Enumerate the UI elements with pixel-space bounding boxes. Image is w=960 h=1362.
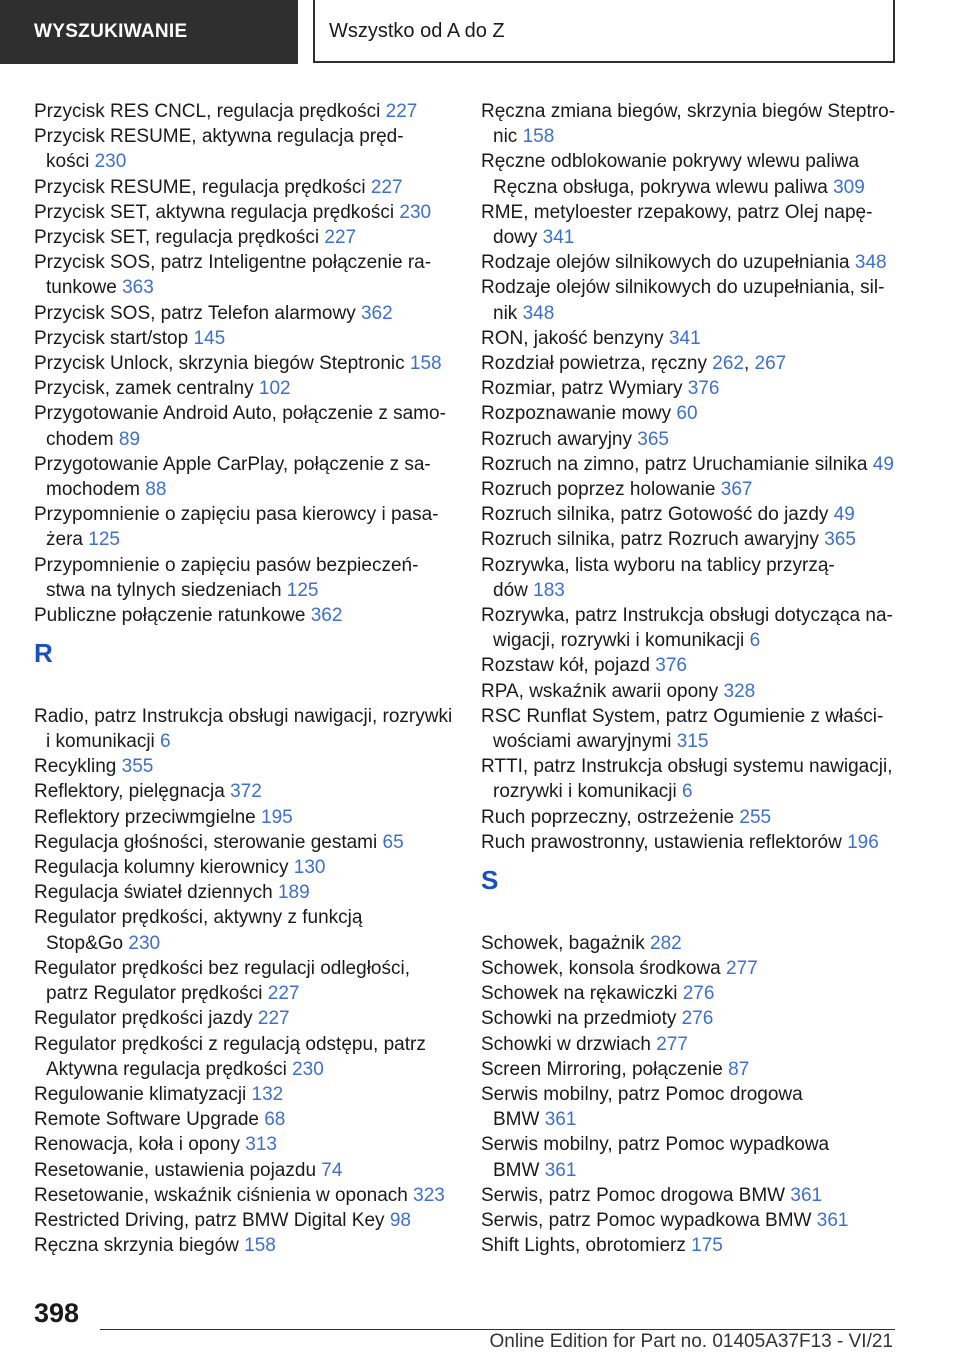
subsection-tab[interactable]: Wszystko od A do Z xyxy=(313,0,895,63)
entry-text: Screen Mirroring, połączenie xyxy=(481,1058,723,1080)
entry-text: Schowek, konsola środkowa xyxy=(481,957,721,979)
index-entry xyxy=(481,805,921,830)
entry-text: Przycisk RESUME, aktywna regulacja pręd- xyxy=(34,126,404,148)
entry-text: Ruch poprzeczny, ostrzeżenie xyxy=(481,806,735,828)
page-link[interactable]: 6 xyxy=(681,781,693,803)
index-entry xyxy=(481,1057,921,1082)
entry-text: Aktywna regulacja prędkości xyxy=(46,1058,287,1080)
page-header xyxy=(0,0,960,66)
entry-text: Schowek na rękawiczki xyxy=(481,983,678,1005)
index-entry xyxy=(34,250,454,300)
entry-text: stwa na tylnych siedzeniach xyxy=(46,579,282,601)
entry-text: Rozstaw kół, pojazd xyxy=(481,655,650,677)
index-entry xyxy=(481,603,921,653)
index-entry xyxy=(34,1132,454,1157)
index-entry xyxy=(34,754,454,779)
page-link[interactable]: 98 xyxy=(389,1209,411,1231)
entry-text: Radio, patrz Instrukcja obsługi nawigacji, rozrywki xyxy=(34,705,453,727)
entry-text: Stop&Go xyxy=(46,932,124,954)
page-link[interactable]: 362 xyxy=(360,302,393,324)
index-entry xyxy=(481,502,921,527)
entry-text: Przypomnienie o zapięciu pasów bezpieczeń- xyxy=(34,554,419,576)
index-entry xyxy=(34,200,454,225)
page-link[interactable]: 65 xyxy=(382,831,404,853)
entry-text: Rozruch silnika, patrz Rozruch awaryjny xyxy=(481,529,819,551)
index-entry xyxy=(481,931,921,956)
index-entry xyxy=(34,326,454,351)
entry-text: Schowki w drzwiach xyxy=(481,1033,651,1055)
page-link[interactable]: 363 xyxy=(122,277,154,299)
page-link[interactable]: 313 xyxy=(245,1134,277,1156)
entry-text: Przycisk SET, regulacja prędkości xyxy=(34,227,320,249)
entry-text: kości xyxy=(46,151,90,173)
index-column-left xyxy=(34,99,454,1258)
entry-text: Reflektory, pielęgnacja xyxy=(34,781,225,803)
entry-text: Przypomnienie o zapięciu pasa kierowcy i pasa- xyxy=(34,504,439,526)
page-link[interactable]: 227 xyxy=(257,1008,290,1030)
index-column-right xyxy=(481,99,921,1258)
page-link[interactable]: 355 xyxy=(121,756,154,778)
page-link[interactable]: 88 xyxy=(145,479,167,501)
page-link[interactable]: 372 xyxy=(230,781,262,803)
page-link[interactable]: 361 xyxy=(544,1159,577,1181)
page-link[interactable]: 365 xyxy=(637,428,669,450)
entry-text: Przycisk SET, aktywna regulacja prędkości xyxy=(34,201,395,223)
page-link[interactable]: 125 xyxy=(286,579,319,601)
index-entry xyxy=(481,427,921,452)
index-entry xyxy=(34,452,454,502)
page-link[interactable]: 183 xyxy=(533,579,565,601)
index-entry xyxy=(34,603,454,628)
page-link[interactable]: 6 xyxy=(160,731,171,753)
entry-text: Przycisk, zamek centralny xyxy=(34,378,254,400)
section-tab[interactable]: WYSZUKIWANIE xyxy=(0,0,298,64)
entry-text: Restricted Driving, patrz BMW Digital Key xyxy=(34,1209,385,1231)
entry-text: dów xyxy=(493,579,528,601)
page-link[interactable]: 361 xyxy=(816,1209,849,1231)
page-link[interactable]: 341 xyxy=(542,227,575,249)
index-entry xyxy=(34,956,454,1006)
index-entry xyxy=(34,99,454,124)
entry-text: Rozruch awaryjny xyxy=(481,428,632,450)
entry-text: Shift Lights, obrotomierz xyxy=(481,1235,686,1257)
footer-divider xyxy=(100,1329,895,1330)
index-entry xyxy=(34,830,454,855)
index-entry xyxy=(481,1208,921,1233)
entry-text: Przycisk RES CNCL, regulacja prędkości xyxy=(34,101,381,122)
entry-text: tunkowe xyxy=(46,277,117,299)
entry-text: BMW xyxy=(493,1109,540,1131)
index-entry xyxy=(481,1032,921,1057)
entry-text: nic xyxy=(493,126,518,148)
entry-text: Rozruch silnika, patrz Gotowość do jazdy xyxy=(481,504,829,526)
index-entry xyxy=(481,401,921,426)
index-entry xyxy=(481,956,921,981)
page-link[interactable]: 348 xyxy=(854,252,887,274)
index-entry xyxy=(481,452,921,477)
index-entry xyxy=(34,401,454,451)
entry-text: RPA, wskaźnik awarii opony xyxy=(481,680,719,702)
index-entry xyxy=(34,225,454,250)
index-entry xyxy=(481,553,921,603)
entry-text: Ręczna skrzynia biegów xyxy=(34,1235,239,1257)
index-entry xyxy=(481,477,921,502)
index-entry xyxy=(34,1107,454,1132)
page-link[interactable]: 230 xyxy=(128,932,161,954)
index-entry xyxy=(481,99,921,149)
page-link[interactable]: 125 xyxy=(88,529,120,551)
entry-text: chodem xyxy=(46,428,114,450)
entry-text: i komunikacji xyxy=(46,731,155,753)
entry-text: Publiczne połączenie ratunkowe xyxy=(34,605,306,627)
page-link[interactable]: 267 xyxy=(754,353,787,375)
index-entry xyxy=(481,679,921,704)
page-link[interactable]: 6 xyxy=(749,630,761,652)
entry-text: Regulacja świateł dziennych xyxy=(34,882,273,904)
entry-text: RSC Runflat System, patrz Ogumienie z właści- xyxy=(481,705,884,727)
entry-text: Rodzaje olejów silnikowych do uzupełniania xyxy=(481,252,850,274)
page-link[interactable]: 230 xyxy=(94,151,127,173)
entry-text: RME, metyloester rzepakowy, patrz Olej napę- xyxy=(481,201,873,223)
entry-text: Przycisk Unlock, skrzynia biegów Steptronic xyxy=(34,353,405,375)
entry-text: Ręczna zmiana biegów, skrzynia biegów Steptro- xyxy=(481,101,895,122)
page-link[interactable]: 196 xyxy=(847,831,879,853)
page-link[interactable]: 230 xyxy=(292,1058,324,1080)
page-link[interactable]: 158 xyxy=(409,353,442,375)
section-letter: S xyxy=(481,865,499,896)
entry-text: Regulacja kolumny kierownicy xyxy=(34,857,289,879)
entry-text: Regulator prędkości z regulacją odstępu, patrz xyxy=(34,1033,426,1055)
index-entry xyxy=(34,1233,454,1258)
index-entry xyxy=(481,149,921,199)
index-entry xyxy=(34,301,454,326)
entry-text: Rozmiar, patrz Wymiary xyxy=(481,378,683,400)
entry-text: Przycisk start/stop xyxy=(34,327,189,349)
entry-text: Schowek, bagażnik xyxy=(481,932,645,954)
index-entry xyxy=(34,376,454,401)
index-entry xyxy=(34,1183,454,1208)
index-entry xyxy=(481,376,921,401)
section-letter: R xyxy=(34,638,53,669)
entry-text: Resetowanie, wskaźnik ciśnienia w oponach xyxy=(34,1184,408,1206)
entry-text: Przygotowanie Android Auto, połączenie z samo- xyxy=(34,403,446,425)
index-entry xyxy=(34,351,454,376)
index-entry xyxy=(34,1158,454,1183)
index-entry xyxy=(34,779,454,804)
entry-text: Przygotowanie Apple CarPlay, połączenie z sa- xyxy=(34,453,431,475)
entry-text: wigacji, rozrywki i komunikacji xyxy=(493,630,745,652)
page-link[interactable]: 102 xyxy=(258,378,291,400)
edition-label: Online Edition for Part no. 01405A37F13 - VI/21 xyxy=(489,1331,893,1352)
index-entry xyxy=(34,502,454,552)
entry-text: mochodem xyxy=(46,479,140,501)
page-link[interactable]: 255 xyxy=(739,806,772,828)
entry-text: Rozpoznawanie mowy xyxy=(481,403,672,425)
page-link[interactable]: 361 xyxy=(790,1184,823,1206)
index-entry xyxy=(34,805,454,830)
index-entry xyxy=(34,880,454,905)
entry-text: dowy xyxy=(493,227,538,249)
entry-text: Schowki na przedmioty xyxy=(481,1008,677,1030)
page-link[interactable]: 367 xyxy=(720,479,753,501)
index-entry xyxy=(481,754,921,804)
page-link[interactable]: 376 xyxy=(655,655,687,677)
entry-text: BMW xyxy=(493,1159,540,1181)
entry-text: Serwis, patrz Pomoc drogowa BMW xyxy=(481,1184,786,1206)
index-entry xyxy=(34,175,454,200)
page-link[interactable]: 341 xyxy=(668,327,701,349)
page-link[interactable]: 262 xyxy=(712,353,744,375)
index-entry xyxy=(481,1006,921,1031)
entry-text: Recykling xyxy=(34,756,117,778)
index-entry xyxy=(34,553,454,603)
page-link[interactable]: 158 xyxy=(244,1235,276,1257)
page-link[interactable]: 49 xyxy=(872,453,894,475)
index-entry: Rozdział powietrza, ręczny 262, 267 xyxy=(481,353,787,375)
page-link[interactable]: 230 xyxy=(399,201,432,223)
page-link[interactable]: 365 xyxy=(824,529,856,551)
index-entry xyxy=(481,1233,921,1258)
page-link[interactable]: 87 xyxy=(728,1058,750,1080)
index-entry xyxy=(481,653,921,678)
page-link[interactable]: 227 xyxy=(370,176,403,198)
index-entry xyxy=(34,1208,454,1233)
page-link[interactable]: 362 xyxy=(310,605,343,627)
entry-text: patrz Regulator prędkości xyxy=(46,983,263,1005)
page-link[interactable]: 130 xyxy=(293,857,326,879)
page-link[interactable]: 276 xyxy=(681,1008,714,1030)
entry-text: Ręczne odblokowanie pokrywy wlewu paliwa xyxy=(481,151,860,173)
entry-text: Ruch prawostronny, ustawienia reflektorów xyxy=(481,831,842,853)
index-entry xyxy=(481,981,921,1006)
index-entry xyxy=(481,527,921,552)
entry-text: Rozrywka, patrz Instrukcja obsługi dotycząca na- xyxy=(481,605,893,627)
page-link[interactable]: 315 xyxy=(676,731,709,753)
page-link[interactable]: 227 xyxy=(267,983,300,1005)
entry-text: Reflektory przeciwmgielne xyxy=(34,806,256,828)
page-link[interactable]: 175 xyxy=(691,1235,723,1257)
index-entry xyxy=(481,250,921,275)
entry-text: Renowacja, koła i opony xyxy=(34,1134,240,1156)
entry-text: Rozdział powietrza, ręczny xyxy=(481,353,707,375)
entry-text: Regulowanie klimatyzacji xyxy=(34,1083,247,1105)
entry-text: rozrywki i komunikacji xyxy=(493,781,677,803)
entry-text: Serwis mobilny, patrz Pomoc drogowa xyxy=(481,1083,803,1105)
index-entry xyxy=(481,275,921,325)
page-number: 398 xyxy=(34,1298,80,1328)
index-entry xyxy=(34,1006,454,1031)
page-link[interactable]: 89 xyxy=(118,428,141,450)
entry-text: Regulacja głośności, sterowanie gestami xyxy=(34,831,378,853)
page-link[interactable]: 328 xyxy=(723,680,756,702)
page-link[interactable]: 227 xyxy=(385,101,418,122)
page-link[interactable]: 277 xyxy=(656,1033,688,1055)
entry-text: żera xyxy=(46,529,83,551)
index-entry xyxy=(34,1082,454,1107)
entry-text: wościami awaryjnymi xyxy=(493,731,672,753)
page-link[interactable]: 189 xyxy=(277,882,310,904)
page-link[interactable]: 68 xyxy=(264,1109,286,1131)
entry-text: Serwis mobilny, patrz Pomoc wypadkowa xyxy=(481,1134,830,1156)
page-link[interactable]: 158 xyxy=(522,126,555,148)
page-link[interactable]: 60 xyxy=(676,403,698,425)
index-entry xyxy=(481,1132,921,1182)
page-link[interactable]: 309 xyxy=(833,176,865,198)
page-link[interactable]: 145 xyxy=(193,327,226,349)
entry-text: nik xyxy=(493,302,518,324)
page-link[interactable]: 282 xyxy=(650,932,682,954)
entry-text: RON, jakość benzyny xyxy=(481,327,664,349)
entry-text: Rodzaje olejów silnikowych do uzupełniania, sil- xyxy=(481,277,885,299)
entry-text: Przycisk SOS, patrz Telefon alarmowy xyxy=(34,302,356,324)
index-entry xyxy=(34,124,454,174)
entry-text: Ręczna obsługa, pokrywa wlewu paliwa xyxy=(493,176,828,198)
index-entry xyxy=(481,200,921,250)
page-link[interactable]: 132 xyxy=(251,1083,284,1105)
index-entry xyxy=(481,830,921,855)
entry-text: Rozruch poprzez holowanie xyxy=(481,479,716,501)
page-link[interactable]: 323 xyxy=(413,1184,445,1206)
index-entry xyxy=(34,704,454,754)
page-link[interactable]: 277 xyxy=(726,957,758,979)
entry-text: Remote Software Upgrade xyxy=(34,1109,259,1131)
entry-text: Przycisk SOS, patrz Inteligentne połączenie ra- xyxy=(34,252,432,274)
entry-text: Regulator prędkości jazdy xyxy=(34,1008,253,1030)
page-link[interactable]: 195 xyxy=(261,806,293,828)
entry-text: Regulator prędkości, aktywny z funkcją xyxy=(34,907,363,929)
index-entry xyxy=(481,1183,921,1208)
index-entry xyxy=(34,855,454,880)
page-link[interactable]: 361 xyxy=(544,1109,577,1131)
entry-text: RTTI, patrz Instrukcja obsługi systemu nawigacji, xyxy=(481,756,893,778)
page-link[interactable]: 74 xyxy=(321,1159,343,1181)
entry-text: Regulator prędkości bez regulacji odległości, xyxy=(34,957,410,979)
page-link[interactable]: 49 xyxy=(833,504,855,526)
page-link[interactable]: 276 xyxy=(682,983,715,1005)
entry-text: Przycisk RESUME, regulacja prędkości xyxy=(34,176,366,198)
entry-text: Serwis, patrz Pomoc wypadkowa BMW xyxy=(481,1209,812,1231)
index-entry xyxy=(34,905,454,955)
entry-text: Resetowanie, ustawienia pojazdu xyxy=(34,1159,317,1181)
page-link[interactable]: 376 xyxy=(687,378,720,400)
page-link[interactable]: 227 xyxy=(324,227,357,249)
index-entry xyxy=(481,1082,921,1132)
index-entry xyxy=(481,704,921,754)
index-entry xyxy=(34,1032,454,1082)
index-entry xyxy=(481,326,921,351)
page-link[interactable]: 348 xyxy=(522,302,555,324)
entry-text: Rozrywka, lista wyboru na tablicy przyrzą- xyxy=(481,554,835,576)
entry-text: Rozruch na zimno, patrz Uruchamianie silnika xyxy=(481,453,868,475)
